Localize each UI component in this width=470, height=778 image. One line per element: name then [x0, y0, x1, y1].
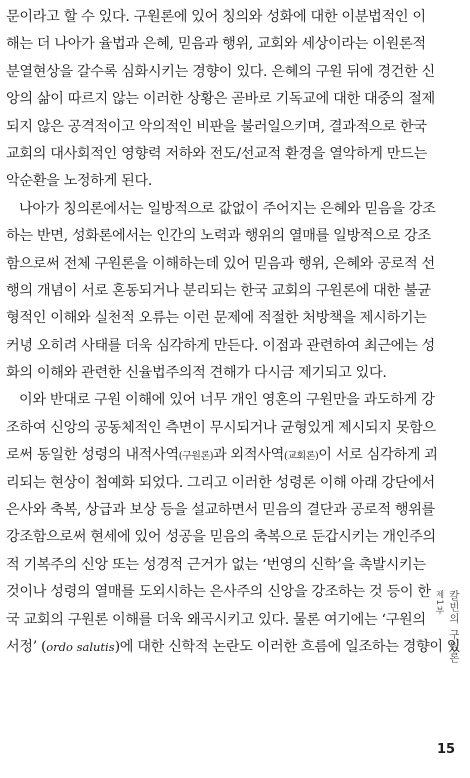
- text-run: )에 대한 신학적 논란도 이러한 흐름에 일조하는 경향이 있: [114, 638, 461, 655]
- text-line: 은사와 축복, 상급과 보상 등을 설교하면서 믿음의 결단과 공로적 행위를: [6, 502, 435, 519]
- text-line: 해는 더 나아가 율법과 은혜, 믿음과 행위, 교회와 세상이라는 이원론적: [6, 36, 426, 53]
- text-line: 하는 반면, 성화론에서는 인간의 노력과 행위의 열매를 일방적으로 강조: [6, 228, 431, 245]
- text-line: 함으로써 전체 구원론을 이해하는데 있어 믿음과 행위, 은혜와 공로적 선: [6, 255, 435, 272]
- paragraph-start-line: 이와 반대로 구원 이해에 있어 너무 개인 영혼의 구원만을 과도하게 강: [19, 392, 435, 409]
- text-line: 되지 않은 공격적이고 악의적인 비판을 불러일으키며, 결과적으로 한국: [6, 118, 427, 135]
- text-run: 과 외적사역: [213, 447, 284, 464]
- text-line: 것이나 성령의 열매를 도외시하는 은사주의 신앙을 강조하는 것 등이 한: [6, 584, 431, 601]
- text-line: 교회의 대사회적인 영향력 저하와 전도/선교적 환경을 열악하게 만드는: [6, 145, 427, 162]
- text-line: [6, 634, 461, 661]
- small-annotation: (구원론): [178, 451, 214, 463]
- text-run: 서정’ (: [6, 638, 47, 655]
- text-line: 조하여 신앙의 공동체적인 측면이 무시되거나 균형있게 제시되지 못함으: [6, 419, 436, 436]
- text-line: 강조함으로써 현세에 있어 성공을 믿음의 축복으로 둔갑시키는 개인주의: [6, 529, 436, 546]
- text-run: 이 서로 심각하게 괴: [318, 447, 438, 464]
- text-line: 악순환을 노정하게 된다.: [6, 173, 153, 190]
- chapter-title: 칼빈의 구원론: [448, 590, 460, 664]
- paragraph-start-line: 나아가 칭의론에서는 일방적으로 값없이 주어지는 은혜와 믿음을 강조: [19, 200, 436, 217]
- text-line: 문이라고 할 수 있다. 구원론에 있어 칭의와 성화에 대한 이분법적인 이: [6, 9, 426, 25]
- text-line: 리되는 현상이 첨예화 되었다. 그리고 이러한 성령론 이해 아래 강단에서: [6, 474, 435, 491]
- running-head: [433, 590, 463, 720]
- page-number: 15: [437, 742, 456, 757]
- text-line: 행의 개념이 서로 혼동되거나 분리되는 한국 교회의 구원론에 대한 불균: [6, 282, 431, 299]
- part-label: 제1부: [434, 590, 444, 616]
- text-line: 커녕 오히려 사태를 더욱 심각하게 만든다. 이점과 관련하여 최근에는 성: [6, 337, 435, 354]
- text-line: 형적인 이해와 실천적 오류는 이런 문제에 적절한 처방책을 제시하기는: [6, 310, 427, 327]
- text-run: 로써 동일한 성령의 내적사역: [6, 447, 179, 464]
- small-annotation: (교회론): [283, 451, 319, 463]
- text-line: 국 교회의 구원론 이해를 더욱 왜곡시키고 있다. 물론 여기에는 ‘구원의: [6, 611, 426, 628]
- text-line: 앙의 삶이 따르지 않는 이러한 상황은 곧바로 기독교에 대한 대중의 절제: [6, 91, 435, 108]
- text-line: 화의 이해와 관련한 신율법주의적 견해가 다시금 제기되고 있다.: [6, 365, 387, 382]
- text-line: 분열현상을 갈수록 심화시키는 경향이 있다. 은혜의 구원 뒤에 경건한 신: [6, 63, 435, 80]
- text-line: 적 기복주의 신앙 또는 성경적 근거가 없는 ‘번영의 신학’을 촉발시키는: [6, 556, 426, 573]
- text-line: [6, 442, 438, 469]
- latin-term: ordo salutis: [46, 639, 115, 654]
